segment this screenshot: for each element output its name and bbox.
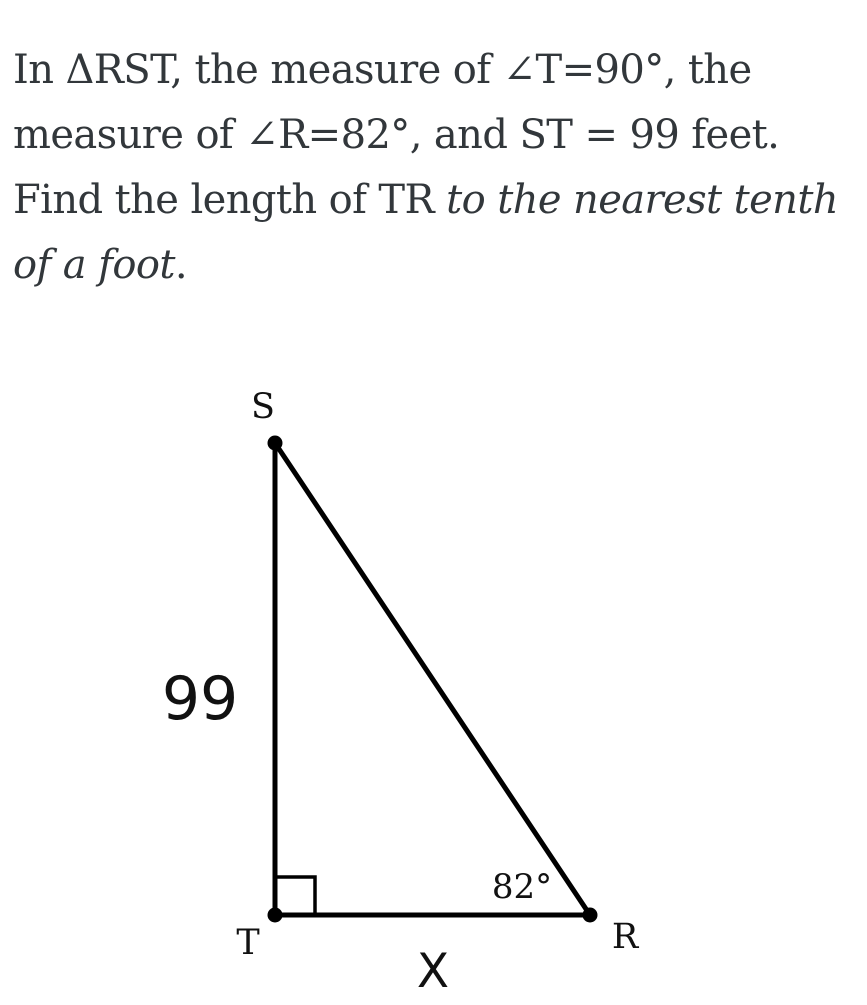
- triangle: [275, 443, 590, 915]
- angle-label-r: 82°: [491, 867, 553, 907]
- side-sr: [275, 443, 590, 915]
- vertex-t-dot: [268, 908, 283, 923]
- vertex-s-dot: [268, 436, 283, 451]
- problem-text-italic: to the nearest tenth of a foot: [13, 177, 838, 288]
- vertex-label-s: S: [251, 387, 275, 427]
- vertex-r-dot: [583, 908, 598, 923]
- vertex-label-t: T: [236, 923, 260, 963]
- right-angle-marker: [275, 877, 315, 915]
- problem-text-end: .: [174, 242, 187, 288]
- side-label-tr: X: [416, 944, 450, 999]
- problem-text-main: In ΔRST, the measure of ∠T=90°, the measure of ∠R=82°, and ST = 99 feet. Find the length of TR: [13, 47, 780, 223]
- vertex-label-r: R: [611, 917, 639, 957]
- side-label-st: 99: [161, 664, 239, 734]
